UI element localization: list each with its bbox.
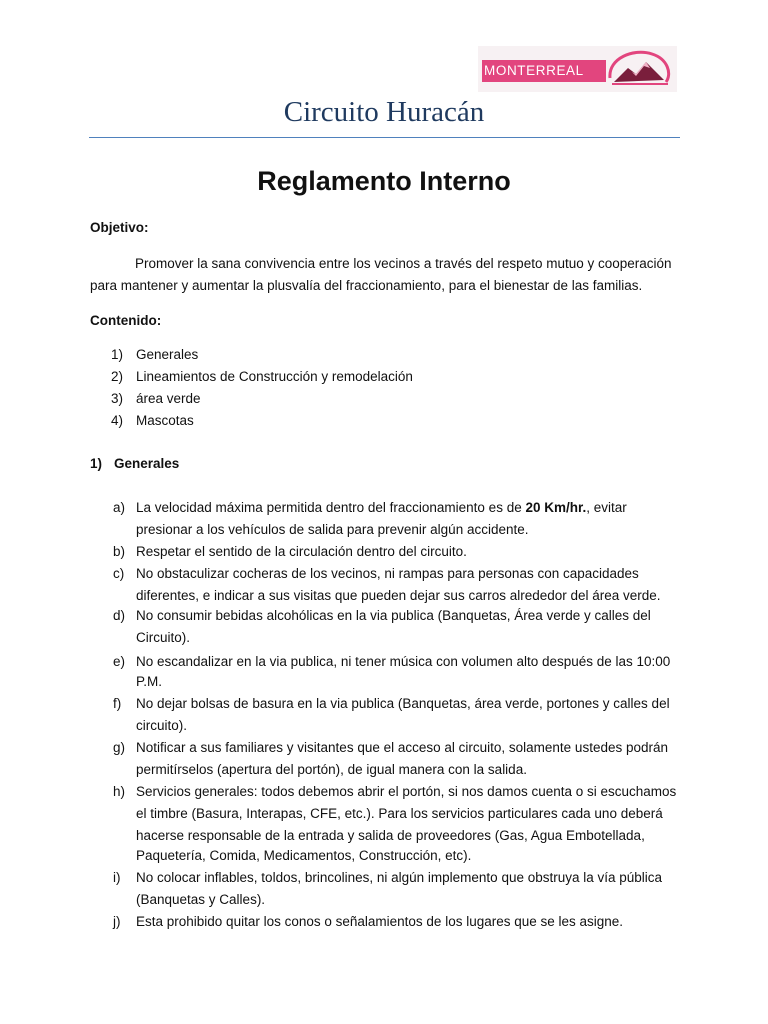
item-text: Paquetería, Comida, Medicamentos, Construcción, etc). bbox=[136, 848, 472, 863]
objetivo-label: Objetivo: bbox=[90, 220, 149, 235]
list-item: No escandalizar en la via publica, ni tener música con volumen alto después de las 10:00 bbox=[136, 654, 671, 669]
logo-text: MONTERREAL bbox=[484, 63, 584, 78]
list-item-number: 3) bbox=[111, 391, 124, 406]
speed-limit: 20 Km/hr. bbox=[525, 500, 587, 515]
section-number: 1) bbox=[90, 456, 103, 471]
item-letter: a) bbox=[113, 500, 126, 515]
objetivo-line-1: Promover la sana convivencia entre los vecinos a través del respeto mutuo y cooperación bbox=[135, 256, 672, 271]
list-item-number: 1) bbox=[111, 347, 124, 362]
contenido-label: Contenido: bbox=[90, 313, 162, 328]
objetivo-line-2: para mantener y aumentar la plusvalía del fraccionamiento, para el bienestar de las familias. bbox=[90, 278, 643, 293]
list-item: Mascotas bbox=[136, 413, 194, 428]
list-item: No colocar inflables, toldos, brincolines, ni algún implemento que obstruya la vía pública bbox=[136, 870, 663, 885]
mountain-logo-icon bbox=[604, 48, 676, 90]
list-item bbox=[136, 497, 679, 519]
item-text: , evitar bbox=[586, 500, 627, 515]
item-text: presionar a los vehículos de salida para prevenir algún accidente. bbox=[136, 522, 529, 537]
item-letter: h) bbox=[113, 784, 126, 799]
list-item: No obstaculizar cocheras de los vecinos, ni rampas para personas con capacidades bbox=[136, 566, 639, 581]
item-letter: c) bbox=[113, 566, 125, 581]
item-text: P.M. bbox=[136, 674, 163, 689]
item-text: permitírselos (apertura del portón), de igual manera con la salida. bbox=[136, 762, 527, 777]
list-item: área verde bbox=[136, 391, 201, 406]
list-item: Generales bbox=[136, 347, 199, 362]
item-text: el timbre (Basura, Interapas, CFE, etc.). Para los servicios particulares cada uno deberá bbox=[136, 806, 663, 821]
item-letter: e) bbox=[113, 654, 126, 669]
monterreal-logo bbox=[478, 46, 677, 92]
list-item-number: 2) bbox=[111, 369, 124, 384]
list-item: Notificar a sus familiares y visitantes que el acceso al circuito, solamente ustedes podrán bbox=[136, 740, 669, 755]
item-letter: b) bbox=[113, 544, 126, 559]
list-item: No dejar bolsas de basura en la via publica (Banquetas, área verde, portones y calles del bbox=[136, 696, 670, 711]
item-letter: d) bbox=[113, 608, 126, 623]
section-heading-generales: Generales bbox=[114, 456, 180, 471]
item-letter: g) bbox=[113, 740, 126, 755]
document-heading: Reglamento Interno bbox=[257, 166, 511, 196]
list-item: No consumir bebidas alcohólicas en la via publica (Banquetas, Área verde y calles del bbox=[136, 608, 651, 623]
item-text: (Banquetas y Calles). bbox=[136, 892, 266, 907]
item-text: diferentes, e indicar a sus visitas que pueden dejar sus carros alrededor del área verde. bbox=[136, 588, 661, 603]
title-divider bbox=[89, 137, 680, 138]
item-letter: f) bbox=[113, 696, 122, 711]
list-item: Servicios generales: todos debemos abrir el portón, si nos damos cuenta o si escuchamos bbox=[136, 784, 677, 799]
list-item: Respetar el sentido de la circulación dentro del circuito. bbox=[136, 544, 467, 559]
item-text: circuito). bbox=[136, 718, 188, 733]
list-item: Esta prohibido quitar los conos o señalamientos de los lugares que se les asigne. bbox=[136, 914, 624, 929]
item-letter: j) bbox=[113, 914, 121, 929]
item-text: hacerse responsable de la entrada y salida de proveedores (Gas, Agua Embotellada, bbox=[136, 828, 645, 843]
item-text: Circuito). bbox=[136, 630, 191, 645]
item-letter: i) bbox=[113, 870, 121, 885]
list-item-number: 4) bbox=[111, 413, 124, 428]
page-title: Circuito Huracán bbox=[283, 96, 485, 128]
item-text: La velocidad máxima permitida dentro del fraccionamiento es de bbox=[136, 500, 526, 515]
list-item: Lineamientos de Construcción y remodelación bbox=[136, 369, 413, 384]
